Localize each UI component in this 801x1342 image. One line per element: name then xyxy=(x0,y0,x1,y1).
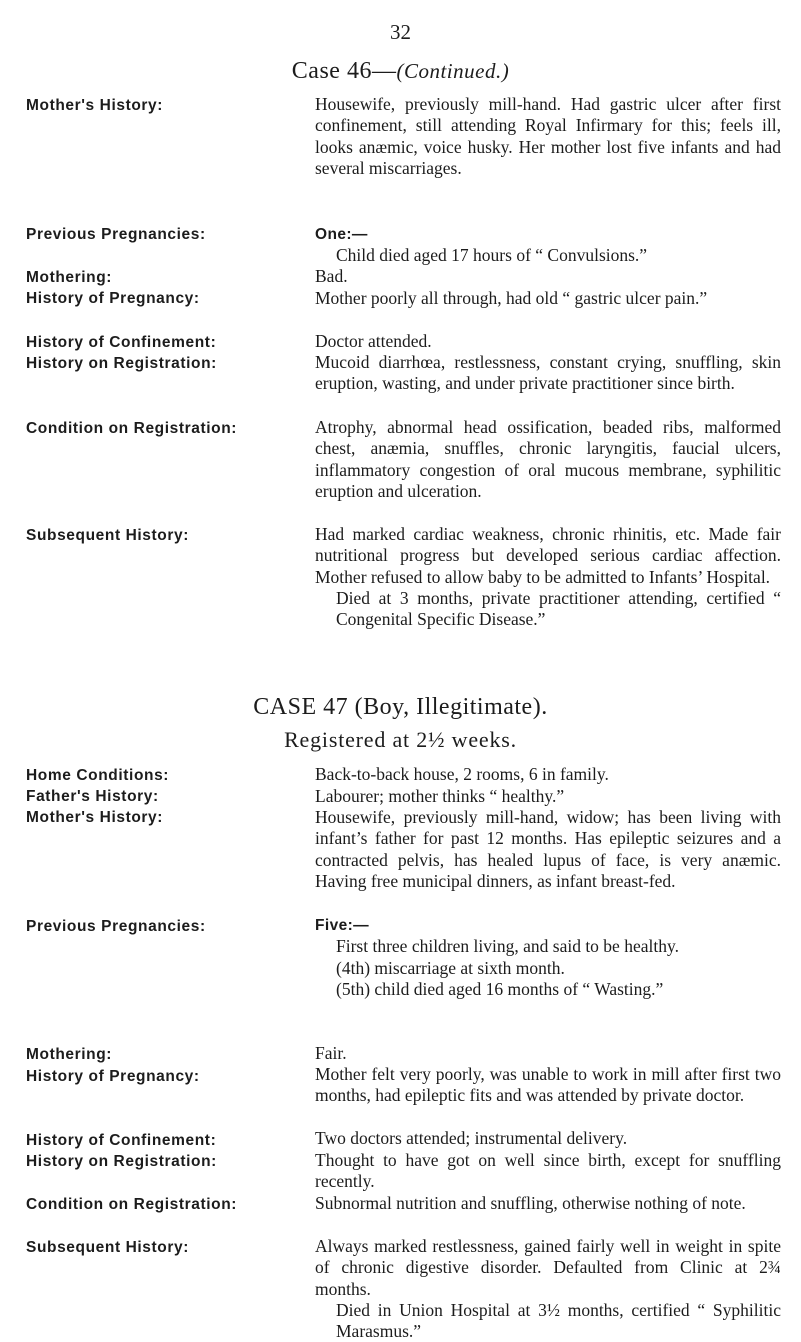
case-47-label-subsequent-history: Subsequent History: xyxy=(26,1239,189,1256)
case-47-label-history-registration: History on Registration: xyxy=(26,1153,217,1170)
case-46-previous-pregnancies xyxy=(315,223,781,267)
case-46-subsequent-history-paragraph-1: Had marked cardiac weakness, chronic rhinitis, etc. Made fair nutritional progress but developed serious cardiac affection. Mother refused to allow baby to be admitted to Infants’ Hospital. xyxy=(315,524,781,587)
case-47-mothering: Fair. xyxy=(315,1043,347,1063)
case-47-label-home-conditions: Home Conditions: xyxy=(26,767,170,784)
page-number: 32 xyxy=(390,20,411,44)
case-47-subsequent-history-paragraph-2: Died in Union Hospital at 3½ months, certified “ Syphilitic Marasmus.” xyxy=(336,1299,781,1342)
case-46-label-mothers-history: Mother's History: xyxy=(26,97,164,114)
case-46-label-subsequent-history: Subsequent History: xyxy=(26,527,189,544)
case-46-label-history-confinement: History of Confinement: xyxy=(26,334,217,351)
case-47-history-registration: Thought to have got on well since birth, except for snuffling recently. xyxy=(315,1150,781,1192)
case-47-home-conditions: Back-to-back house, 2 rooms, 6 in family. xyxy=(315,764,609,784)
case-46-subsequent-history xyxy=(315,524,781,630)
case-46-condition-registration: Atrophy, abnormal head ossification, beaded ribs, malformed chest, anæmia, snuffles, chronic laryngitis, faucial ulcers, inflammatory congestion of oral mucous membrane, syphilitic eruption and ulceration. xyxy=(315,417,781,501)
case-46-title xyxy=(0,58,801,85)
case-46-mothering: Bad. xyxy=(315,266,348,286)
case-47-label-fathers-history: Father's History: xyxy=(26,788,159,805)
case-46-history-registration: Mucoid diarrhœa, restlessness, constant crying, snuffling, skin eruption, wasting, and under private practitioner since birth. xyxy=(315,352,781,394)
case-47-label-history-pregnancy: History of Pregnancy: xyxy=(26,1068,200,1085)
case-47-label-mothering: Mothering: xyxy=(26,1046,113,1063)
case-46-label-mothering: Mothering: xyxy=(26,269,113,286)
case-46-mothers-history: Housewife, previously mill-hand. Had gastric ulcer after first confinement, still attending Royal Infirmary for this; feels ill, looks anæmic, voice husky. Her mother lost five infants and had several miscarriages. xyxy=(315,94,781,178)
case-46-label-condition-registration: Condition on Registration: xyxy=(26,420,238,437)
case-46-previous-pregnancies-detail: Child died aged 17 hours of “ Convulsions.” xyxy=(336,245,648,266)
case-46-title-main: Case 46— xyxy=(291,58,397,84)
case-47-label-history-confinement: History of Confinement: xyxy=(26,1132,217,1149)
case-47-previous-pregnancies-lead: Five:— xyxy=(315,917,370,934)
case-47-label-mothers-history: Mother's History: xyxy=(26,809,164,826)
case-46-previous-pregnancies-lead: One:— xyxy=(315,226,368,243)
case-47-history-confinement: Two doctors attended; instrumental delivery. xyxy=(315,1128,628,1148)
case-46-label-history-pregnancy: History of Pregnancy: xyxy=(26,290,200,307)
case-47-previous-pregnancies-item-2: (4th) miscarriage at sixth month. xyxy=(336,957,565,978)
case-47-title: CASE 47 (Boy, Illegitimate). xyxy=(253,694,548,720)
case-46-history-pregnancy: Mother poorly all through, had old “ gastric ulcer pain.” xyxy=(315,288,708,308)
case-47-previous-pregnancies-item-1: First three children living, and said to be healthy. xyxy=(336,936,679,957)
case-47-subsequent-history xyxy=(315,1236,781,1342)
case-47-condition-registration: Subnormal nutrition and snuffling, otherwise nothing of note. xyxy=(315,1193,746,1213)
case-46-history-confinement: Doctor attended. xyxy=(315,331,432,351)
case-47-history-pregnancy: Mother felt very poorly, was unable to work in mill after first two months, had epileptic fits and was attended by private doctor. xyxy=(315,1064,781,1106)
case-47-subsequent-history-paragraph-1: Always marked restlessness, gained fairly well in weight in spite of chronic digestive disorder. Defaulted from Clinic at 2¾ months. xyxy=(315,1236,781,1299)
case-46-label-previous-pregnancies: Previous Pregnancies: xyxy=(26,226,206,243)
case-47-previous-pregnancies xyxy=(315,914,781,1000)
case-47-label-condition-registration: Condition on Registration: xyxy=(26,1196,238,1213)
case-47-mothers-history: Housewife, previously mill-hand, widow; has been living with infant’s father for past 12 months. Has epileptic seizures and a contracted pelvis, has healed lupus of face, is very anæmic. Having free municipal dinners, as infant breast-fed. xyxy=(315,807,781,891)
case-46-title-continued: (Continued.) xyxy=(396,59,510,83)
case-47-subtitle: Registered at 2½ weeks. xyxy=(284,727,517,752)
case-47-fathers-history: Labourer; mother thinks “ healthy.” xyxy=(315,786,565,806)
case-46-label-history-registration: History on Registration: xyxy=(26,355,217,372)
case-47-previous-pregnancies-item-3: (5th) child died aged 16 months of “ Wasting.” xyxy=(336,978,664,999)
case-47-label-previous-pregnancies: Previous Pregnancies: xyxy=(26,918,206,935)
case-46-subsequent-history-paragraph-2: Died at 3 months, private practitioner attending, certified “ Congenital Specific Disease.” xyxy=(336,587,781,630)
